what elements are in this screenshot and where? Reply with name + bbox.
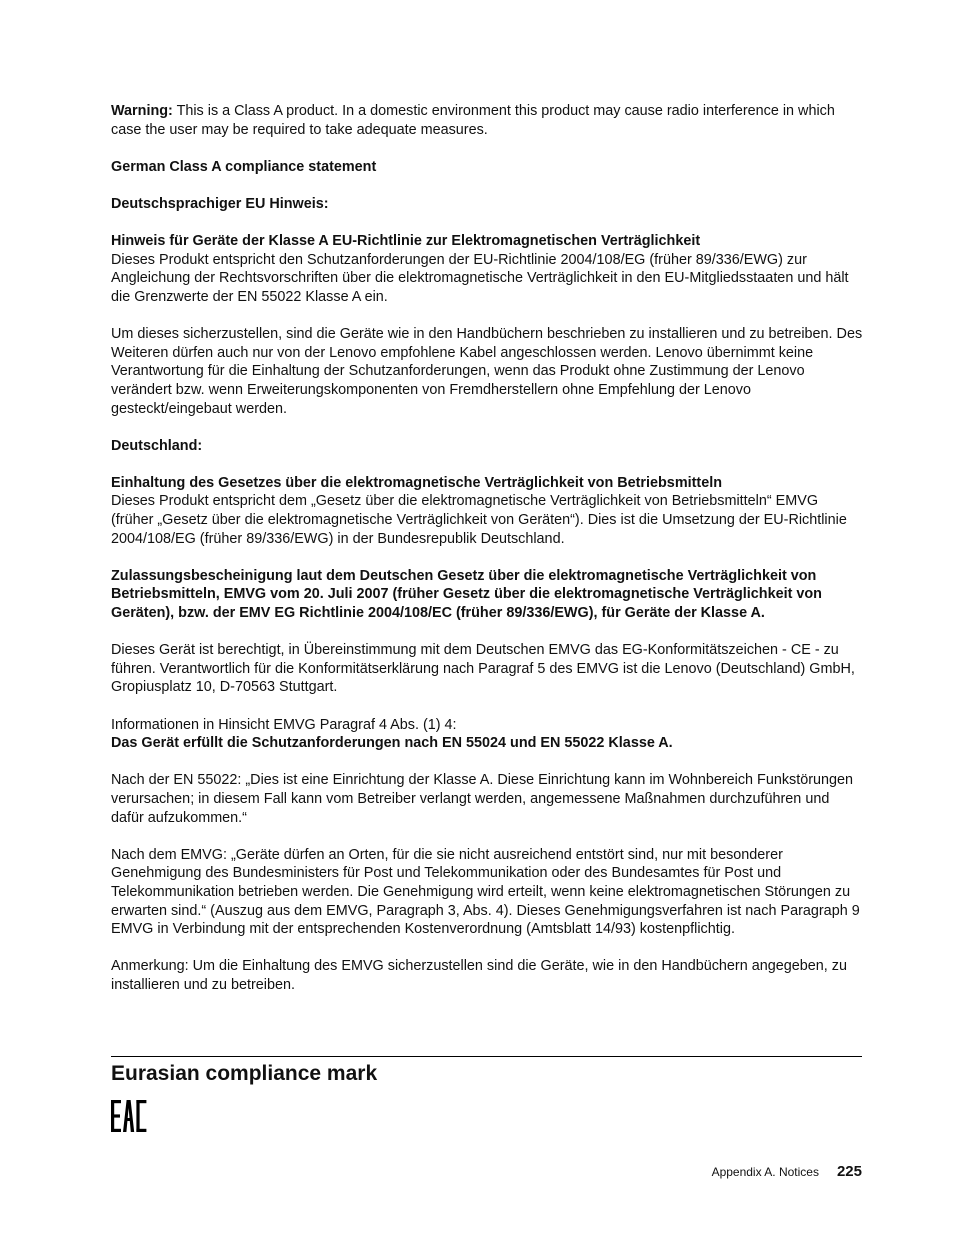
eu-directive-text: Dieses Produkt entspricht den Schutzanforderungen der EU-Richtlinie 2004/108/EG (früher 89/336/EWG) zur Angleichung der Rechtsvorschriften über die elektromagnetische Verträglichkeit in den EU-Mitgliedsstaaten und hält die Grenzwerte der EN 55022 Klasse A ein. [111,251,849,305]
document-body [111,102,863,1013]
en55022-paragraph: Nach der EN 55022: „Dies ist eine Einrichtung der Klasse A. Diese Einrichtung kann im Wohnbereich Funkstörungen verursachen; in diesem Fall kann vom Betreiber verlangt werden, angemessene Maßnahmen durchzuführen und dafür aufzukommen.“ [111,772,854,826]
warning-paragraph [111,102,863,139]
eu-directive-paragraph [111,232,863,306]
emvg-paragraph: Nach dem EMVG: „Geräte dürfen an Orten, für die sie nicht ausreichend entstört sind, nur mit besonderer Genehmigung des Bundesministers für Post und Telekommunikation oder des Bundesamtes für Post und Telekommunikation betrieben werden. Die Genehmigung wird erteilt, wenn keine elektromagnetischen Störungen zu erwarten sind.“ (Auszug aus dem EMVG, Paragraph 3, Abs. 4). Dieses Genehmigungsverfahren ist nach Paragraph 9 EMVG in Verbindung mit der entsprechenden Kostenverordnung (Amtsblatt 14/93) kostenpflichtig. [111,846,860,938]
germany-heading: Deutschland: [111,437,203,454]
page-footer [712,1163,862,1181]
info-paragraph [111,716,863,753]
eu-notice-heading: Deutschsprachiger EU Hinweis: [111,195,329,212]
info-line: Informationen in Hinsicht EMVG Paragraf 4 Abs. (1) 4: [111,716,457,733]
approval-heading: Zulassungsbescheinigung laut dem Deutschen Gesetz über die elektromagnetische Verträglichkeit von Betriebsmitteln, EMVG vom 20. Juli 2007 (früher Gesetz über die elektromagnetische Verträglichkeit von Geräten), bzw. der EMV EG Richtlinie 2004/108/EC (früher 89/336/EWG), für Geräte der Klasse A. [111,567,822,622]
eu-directive-heading: Hinweis für Geräte der Klasse A EU-Richtlinie zur Elektromagnetischen Verträglichkeit [111,233,701,250]
emvg-law-heading: Einhaltung des Gesetzes über die elektromagnetische Verträglichkeit von Betriebsmitteln [111,474,722,491]
page-number: 225 [836,1163,862,1180]
warning-text: This is a Class A product. In a domestic environment this product may cause radio interference in which case the user may be required to take adequate measures. [111,103,835,138]
info-bold-line: Das Gerät erfüllt die Schutzanforderungen nach EN 55024 und EN 55022 Klasse A. [111,735,673,752]
eac-mark-icon [110,1098,148,1134]
emvg-law-paragraph [111,474,863,548]
emvg-law-text: Dieses Produkt entspricht dem „Gesetz über die elektromagnetische Verträglichkeit von Betriebsmitteln“ EMVG (früher „Gesetz über die elektromagnetische Verträglichkeit von Geräten“). Dies ist die Umsetzung der EU-Richtlinie 2004/108/EG (früher 89/336/EWG) in der Bundesrepublik Deutschland. [111,493,847,547]
eac-logo [110,1098,148,1139]
remark-paragraph: Anmerkung: Um die Einhaltung des EMVG sicherzustellen sind die Geräte, wie in den Handbüchern angegeben, zu installieren und zu betreiben. [111,958,847,993]
section-divider [111,1056,862,1057]
german-statement-heading: German Class A compliance statement [111,158,377,175]
installation-paragraph: Um dieses sicherzustellen, sind die Geräte wie in den Handbüchern beschrieben zu installieren und zu betreiben. Des Weiteren dürfen auch nur von der Lenovo empfohlene Kabel angeschlossen werden. Lenovo übernimmt keine Verantwortung für die Einhaltung der Schutzanforderungen, wenn das Produkt ohne Zustimmung der Lenovo verändert bzw. wenn Erweiterungskomponenten von Fremdherstellern ohne Empfehlung der Lenovo gesteckt/eingebaut werden. [111,326,863,417]
section-title: Eurasian compliance mark [111,1062,378,1085]
ce-paragraph: Dieses Gerät ist berechtigt, in Übereinstimmung mit dem Deutschen EMVG das EG-Konformitätszeichen - CE - zu führen. Verantwortlich für die Konformitätserklärung nach Paragraf 5 des EMVG ist die Lenovo (Deutschland) GmbH, Gropiusplatz 10, D-70563 Stuttgart. [111,642,855,696]
footer-label: Appendix A. Notices [711,1165,819,1179]
warning-label: Warning: [111,103,173,119]
